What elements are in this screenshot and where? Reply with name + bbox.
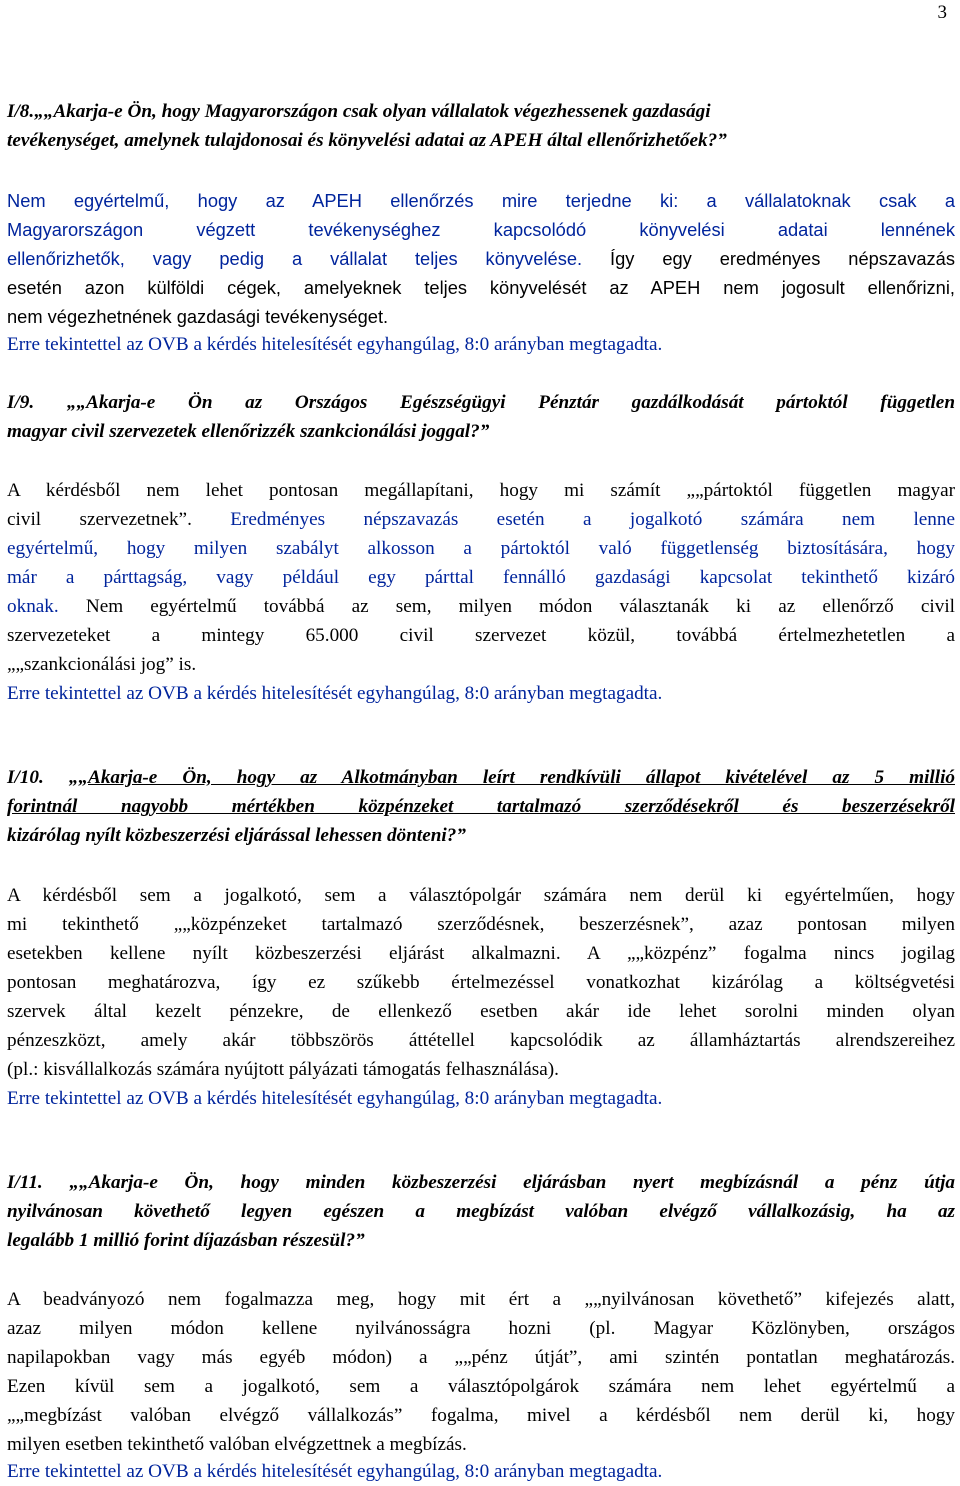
question-text: Akarja-e Ön, hogy az Alkotmányban leírt rendkívüli állapot kivételével az 5 millió: [88, 767, 955, 788]
body-line: szervek által kezelt pénzekre, de ellenkező esetben akár ide lehet sorolni minden olyan: [7, 1001, 955, 1022]
decision-line: Erre tekintettel az OVB a kérdés hitelesítését egyhangúlag, 8:0 arányban megtagadta.: [7, 334, 663, 355]
body-line: A kérdésből nem lehet pontosan megállapítani, hogy mi számít „„pártoktól független magyar: [7, 480, 955, 501]
question-heading-i11: legalább 1 millió forint díjazásban részesül?”: [7, 1230, 365, 1251]
body-line: esetén azon külföldi cégek, amelyeknek teljes könyvelését az APEH nem jogosult ellenőrizni,: [7, 277, 955, 298]
body-line: szervezeteket a mintegy 65.000 civil szervezet közül, továbbá értelmezhetetlen a: [7, 625, 955, 646]
body-line: már a párttagság, vagy például egy párttal fennálló gazdasági kapcsolat tekinthető kizáró: [7, 567, 955, 588]
body-line: napilapokban vagy más egyéb módon) a „„pénz útját”, ami szintén pontatlan meghatározás.: [7, 1347, 955, 1368]
body-line: „„szankcionálási jog” is.: [7, 654, 197, 675]
body-text: civil szervezetnek”.: [7, 509, 192, 530]
body-line: pénzeszközt, amely akár többszörös áttétellel kapcsolódik az államháztartás alrendszereihez: [7, 1030, 955, 1051]
question-heading-i11: I/11. „„Akarja-e Ön, hogy minden közbeszerzési eljárásban nyert megbízásnál a pénz útja: [7, 1172, 955, 1193]
body-line: [7, 593, 955, 621]
body-line: azaz milyen módon kellene nyilvánosságra hozni (pl. Magyar Közlönyben, országos: [7, 1318, 955, 1339]
decision-line: Erre tekintettel az OVB a kérdés hitelesítését egyhangúlag, 8:0 arányban megtagadta.: [7, 1088, 663, 1109]
page-number: 3: [937, 2, 947, 23]
question-heading-i8: I/8.„„Akarja-e Ön, hogy Magyarországon csak olyan vállalatok végezhessenek gazdasági: [7, 101, 711, 122]
body-line: pontosan meghatározva, így ez szűkebb értelmezéssel vonatkozhat kizárólag a költségvetési: [7, 972, 955, 993]
body-text-blue: oknak.: [7, 596, 59, 617]
decision-line: Erre tekintettel az OVB a kérdés hitelesítését egyhangúlag, 8:0 arányban megtagadta.: [7, 683, 663, 704]
body-text: Így egy eredményes népszavazás: [582, 248, 955, 269]
body-line: milyen esetben tekinthető valóban elvégzettnek a megbízás.: [7, 1434, 467, 1455]
question-heading-i10: [7, 764, 955, 792]
body-text-blue: ellenőrizhetők, vagy pedig a vállalat teljes könyvelése.: [7, 248, 583, 269]
question-number: I/10. „„: [7, 767, 89, 788]
body-line: [7, 245, 955, 273]
body-text-blue: Eredményes népszavazás esetén a jogalkotó számára nem lenne: [191, 509, 955, 530]
question-heading-i9: I/9. „„Akarja-e Ön az Országos Egészségügyi Pénztár gazdálkodását pártoktól független: [7, 392, 955, 413]
body-line: nem végezhetnének gazdasági tevékenységet.: [7, 306, 389, 327]
body-line: Ezen kívül sem a jogalkotó, sem a választópolgárok számára nem lehet egyértelmű a: [7, 1376, 955, 1397]
question-heading-i11: nyilvánosan követhető legyen egészen a megbízást valóban elvégző vállalkozásig, ha az: [7, 1201, 955, 1222]
question-heading-i10: kizárólag nyílt közbeszerzési eljárással lehessen dönteni?”: [7, 825, 466, 846]
body-line: Nem egyértelmű, hogy az APEH ellenőrzés mire terjedne ki: a vállalatoknak csak a: [7, 190, 955, 211]
body-line: „„megbízást valóban elvégző vállalkozás” fogalma, mivel a kérdésből nem derül ki, hogy: [7, 1405, 955, 1426]
body-line: A kérdésből sem a jogalkotó, sem a választópolgár számára nem derül ki egyértelműen, hogy: [7, 885, 955, 906]
body-line: mi tekinthető „„közpénzeket tartalmazó szerződésnek, beszerzésnek”, azaz pontosan milyen: [7, 914, 955, 935]
body-line: egyértelmű, hogy milyen szabályt alkosson a pártoktól való függetlenség biztosítására, hogy: [7, 538, 955, 559]
question-heading-i9: magyar civil szervezetek ellenőrizzék szankcionálási joggal?”: [7, 421, 490, 442]
question-heading-i8: tevékenységet, amelynek tulajdonosai és könyvelési adatai az APEH által ellenőrizhetőek?”: [7, 130, 727, 151]
body-line: esetekben kellene nyílt közbeszerzési eljárást alkalmazni. A „„közpénz” fogalma nincs jogilag: [7, 943, 955, 964]
body-line: (pl.: kisvállalkozás számára nyújtott pályázati támogatás felhasználása).: [7, 1059, 559, 1080]
question-heading-i10: forintnál nagyobb mértékben közpénzeket tartalmazó szerződésekről és beszerzésekről: [7, 796, 955, 817]
body-text: Nem egyértelmű továbbá az sem, milyen módon választanák ki az ellenőrző civil: [58, 596, 955, 617]
body-line: A beadványozó nem fogalmazza meg, hogy mit ért a „„nyilvánosan követhető” kifejezés alatt,: [7, 1289, 955, 1310]
body-line: [7, 506, 955, 534]
decision-line: Erre tekintettel az OVB a kérdés hitelesítését egyhangúlag, 8:0 arányban megtagadta.: [7, 1461, 663, 1482]
body-line: Magyarországon végzett tevékenységhez kapcsolódó könyvelési adatai lennének: [7, 219, 955, 240]
